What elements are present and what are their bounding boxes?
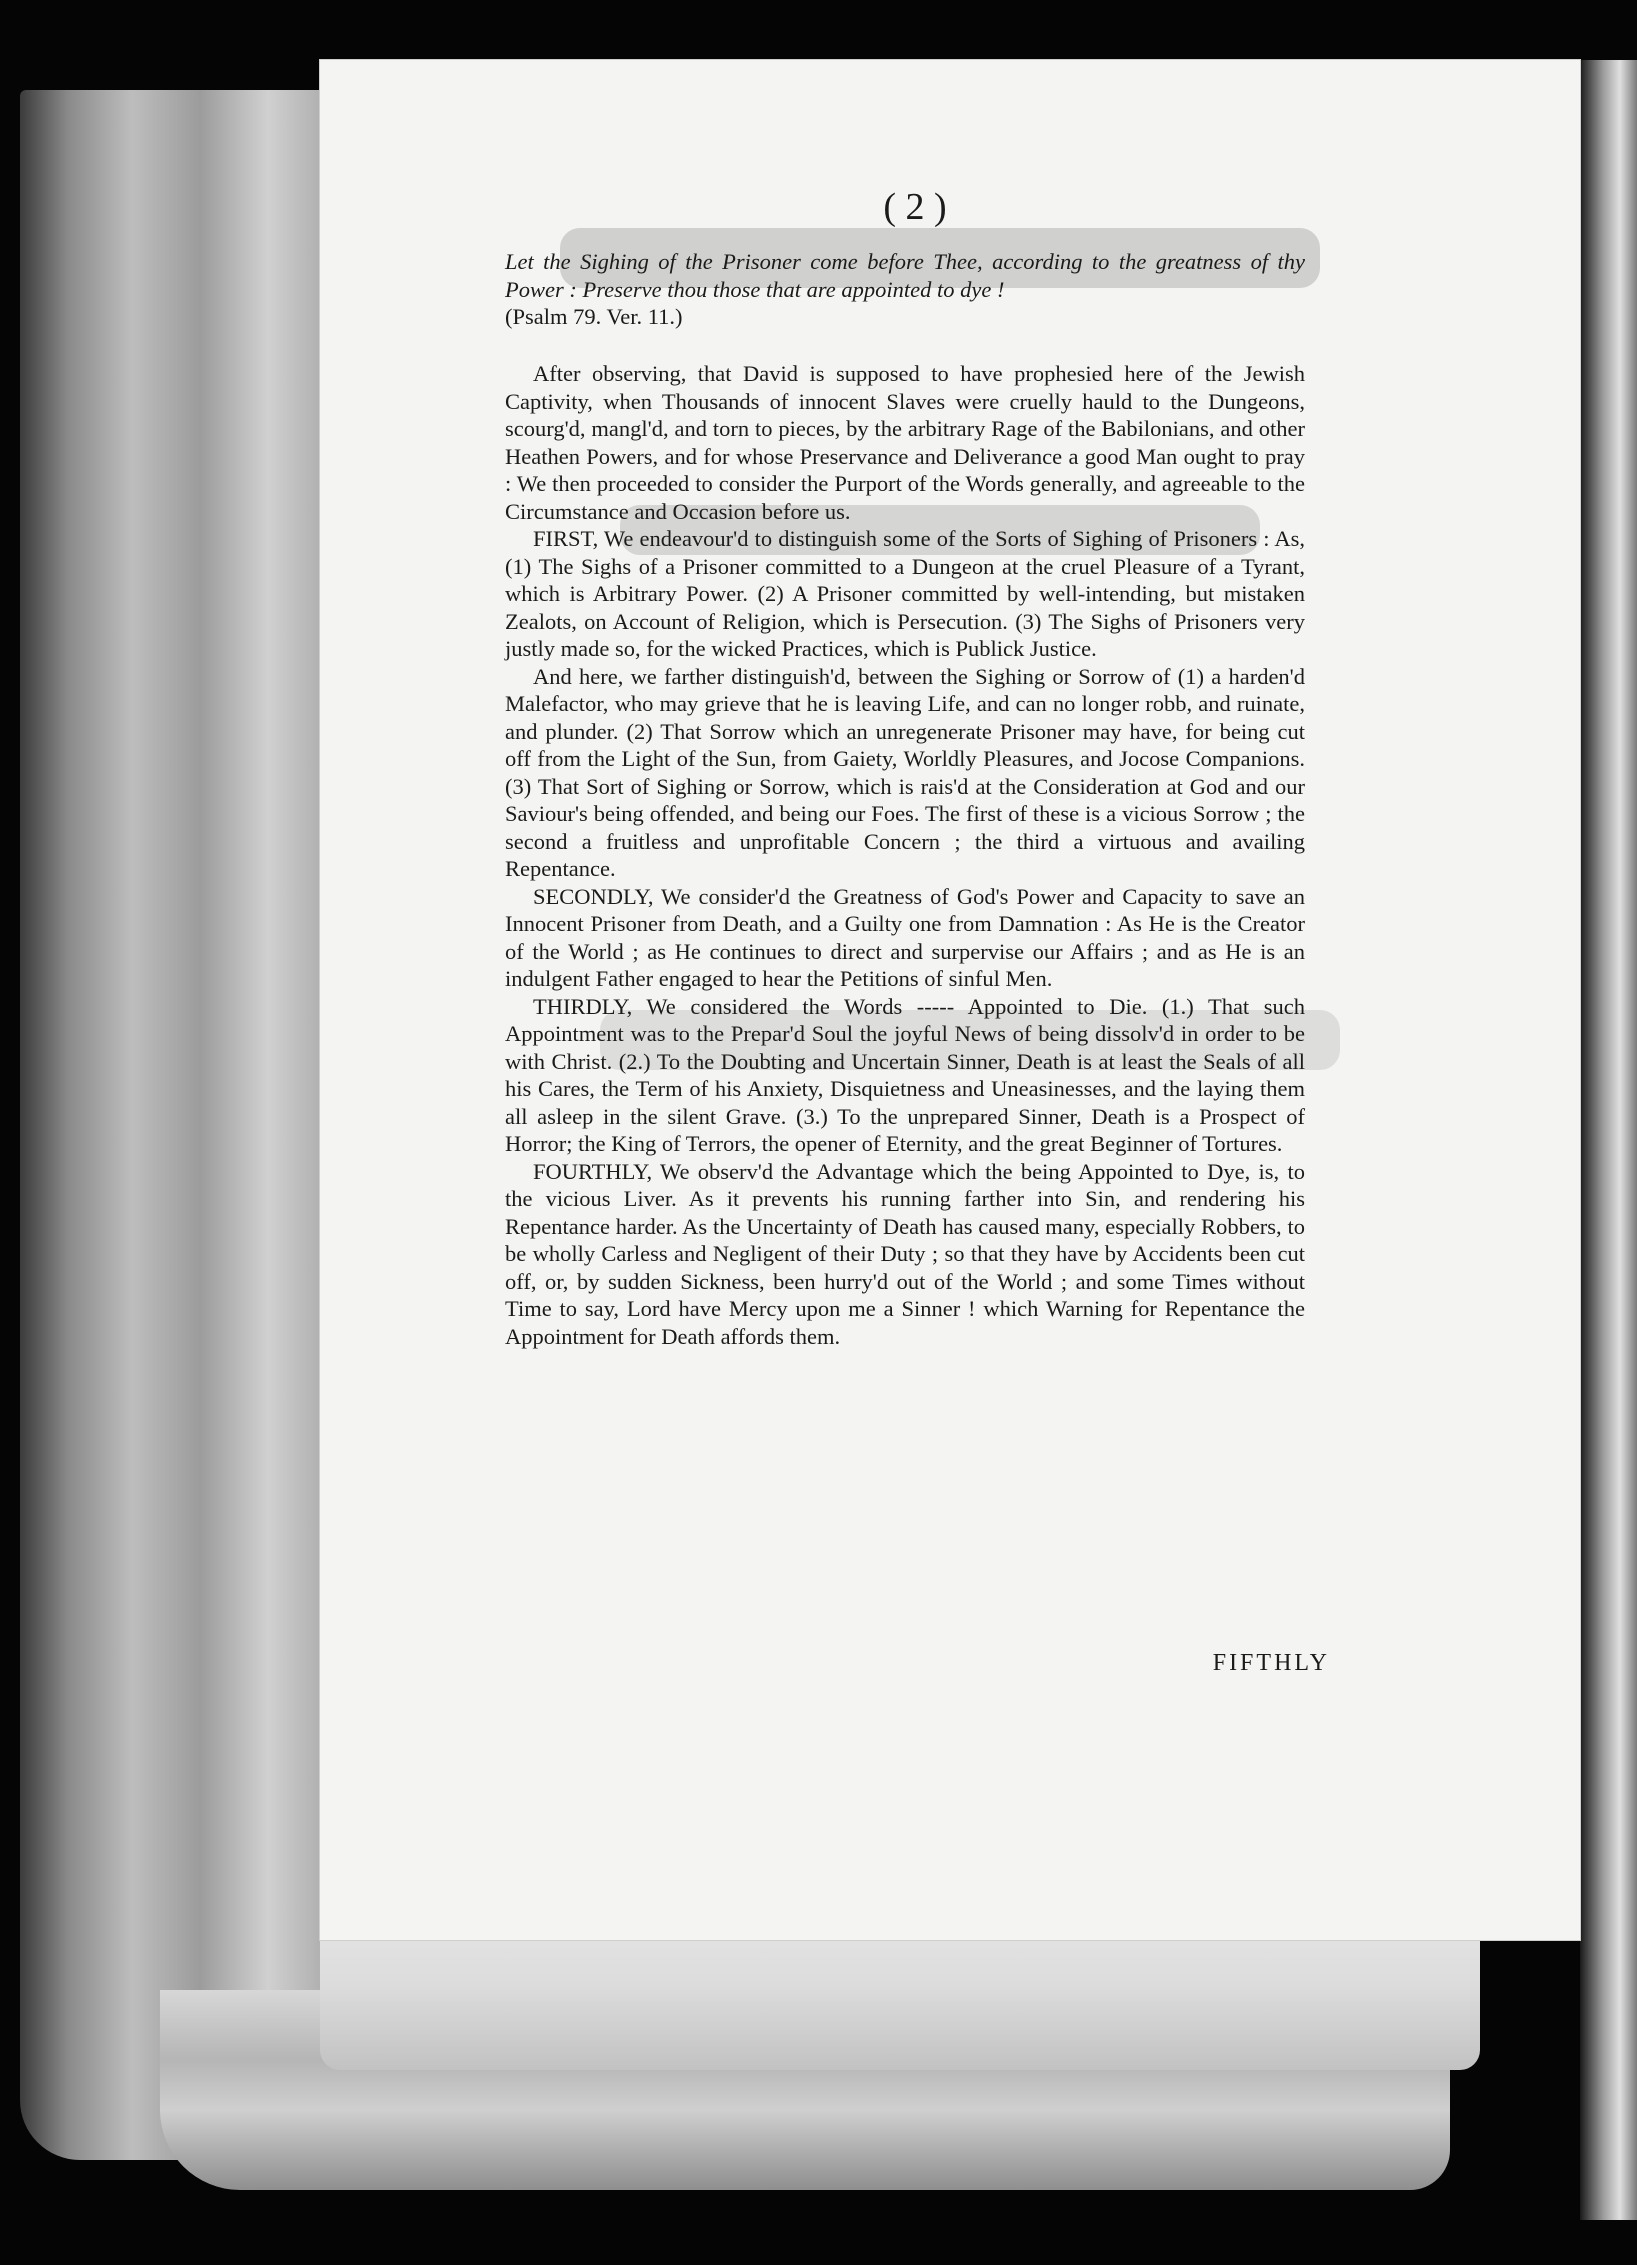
paragraph-thirdly: THIRDLY, We considered the Words ----- Appointed to Die. (1.) That such Appointment was to the Prepar'd Soul the joyful News of being dissolv'd in order to be with Christ. (2.) To the Doubting and Uncertain Sinner, Death is at least the Seals of all his Cares, the Term of his Anxiety, Disquietness and Uneasinesses, and the laying them all asleep in the silent Grave. (3.) To the unprepared Sinner, Death is a Prospect of Horror; the King of Terrors, the opener of Eternity, and the great Beginner of Tortures. — [505, 993, 1305, 1156]
paragraph-secondly: SECONDLY, We consider'd the Greatness of God's Power and Capacity to save an Innocent Prisoner from Death, and a Guilty one from Damnation : As He is the Creator of the World ; as He continues to direct and surpervise our Affairs ; and as He is an indulgent Father engaged to hear the Petitions of sinful Men. — [505, 883, 1305, 991]
body-text — [505, 360, 1305, 1350]
page-number: ( 2 ) — [883, 186, 947, 228]
epigraph-reference: (Psalm 79. Ver. 11.) — [505, 304, 683, 329]
epigraph — [505, 248, 1305, 331]
paragraph-distinction: And here, we farther distinguish'd, between the Sighing or Sorrow of (1) a harden'd Malefactor, who may grieve that he is leaving Life, and can no longer robb, and ruinate, and plunder. (2) That Sorrow which an unregenerate Prisoner may have, for being cut off from the Light of the Sun, from Gaiety, Worldly Pleasures, and Jocose Companions. (3) That Sort of Sighing or Sorrow, which is rais'd at the Consideration at God and our Saviour's being offended, and being our Foes. The first of these is a vicious Sorrow ; the second a fruitless and unprofitable Concern ; the third a virtuous and availing Repentance. — [505, 663, 1305, 881]
catchword: FIFTHLY — [1212, 1650, 1330, 1676]
epigraph-text: Let the Sighing of the Prisoner come before Thee, according to the greatness of thy Power : Preserve thou those that are appointed to dye ! — [505, 249, 1305, 302]
paragraph-fourthly: FOURTHLY, We observ'd the Advantage which the being Appointed to Dye, is, to the vicious Liver. As it prevents his running farther into Sin, and rendering his Repentance harder. As the Uncertainty of Death has caused many, especially Robbers, to be wholly Carless and Negligent of their Duty ; so that they have by Accidents been cut off, or, by sudden Sickness, been hurry'd out of the World ; and some Times without Time to say, Lord have Mercy upon me a Sinner ! which Warning for Repentance the Appointment for Death affords them. — [505, 1158, 1305, 1349]
paragraph-intro: After observing, that David is supposed to have prophesied here of the Jewish Captivity, when Thousands of innocent Slaves were cruelly hauld to the Dungeons, scourg'd, mangl'd, and torn to pieces, by the arbitrary Rage of the Babilonians, and other Heathen Powers, and for whose Preservance and Deliverance a good Man ought to pray : We then proceeded to consider the Purport of the Words generally, and agreeable to the Circumstance and Occasion before us. — [505, 361, 1305, 524]
paragraph-firstly: FIRST, We endeavour'd to distinguish some of the Sorts of Sighing of Prisoners : As, (1) The Sighs of a Prisoner committed to a Dungeon at the cruel Pleasure of a Tyrant, which is Arbitrary Power. (2) A Prisoner committed by well-intending, but mistaken Zealots, on Account of Religion, which is Persecution. (3) The Sighs of Prisoners very justly made so, for the wicked Practices, which is Publick Justice. — [505, 526, 1305, 661]
facing-page-edge — [1580, 60, 1637, 2220]
